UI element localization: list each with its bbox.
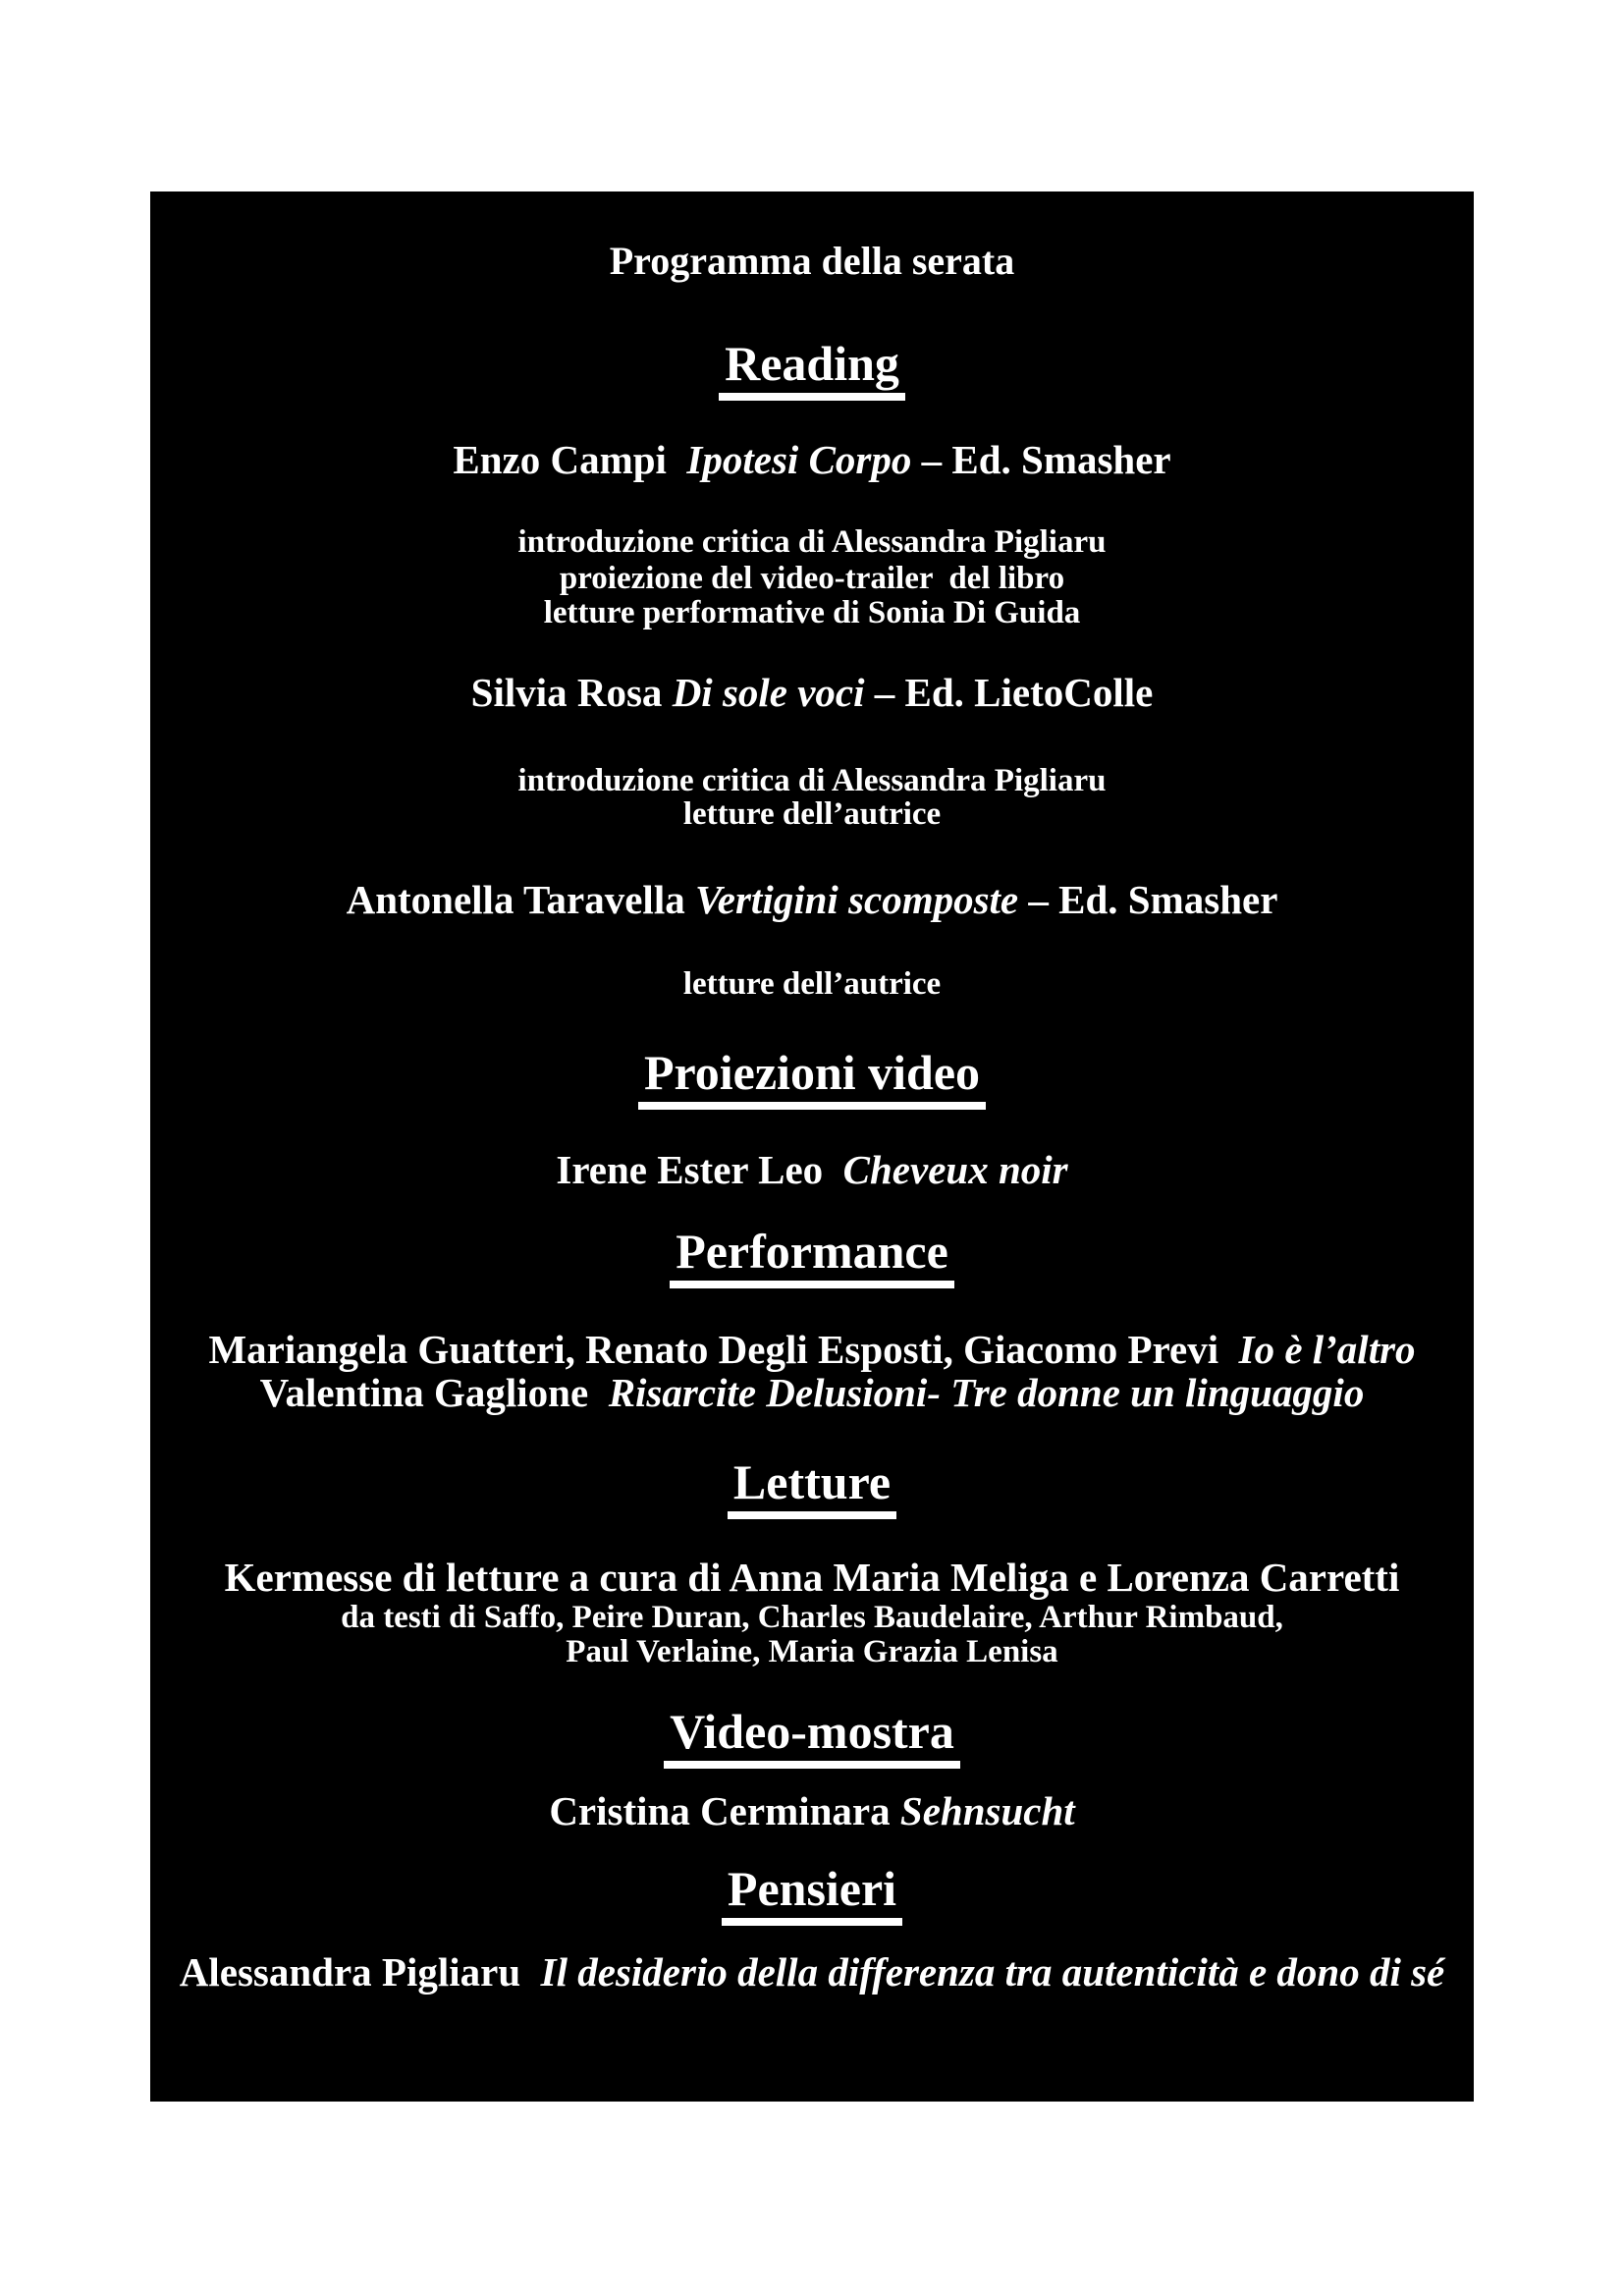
detail-enzo-proiezione: proiezione del video-trailer del libro	[559, 561, 1065, 596]
item-alessandra-pigliaru: Alessandra Pigliaru Il desiderio della differenza tra autenticità e dono di sé	[179, 1949, 1445, 1995]
program-title: Programma della serata	[609, 239, 1015, 283]
item-guatteri-esposti-previ: Mariangela Guatteri, Renato Degli Esposti, Giacomo Previ Io è l’altro	[208, 1327, 1416, 1372]
heading-proiezioni-video-text: Proiezioni video	[638, 1045, 986, 1110]
work-title-io-e-laltro: Io è l’altro	[1238, 1327, 1416, 1372]
item-cristina-cerminara: Cristina Cerminara Sehnsucht	[549, 1788, 1075, 1833]
detail-antonella-letture: letture dell’autrice	[682, 966, 942, 1002]
heading-video-mostra-text: Video-mostra	[664, 1704, 960, 1769]
detail-silvia-intro: introduzione critica di Alessandra Pigliaru	[517, 763, 1107, 798]
work-title-sehnsucht: Sehnsucht	[899, 1788, 1075, 1833]
item-antonella-taravella: Antonella Taravella Vertigini scomposte – Ed. Smasher	[346, 877, 1278, 922]
line-da-testi: da testi di Saffo, Peire Duran, Charles Baudelaire, Arthur Rimbaud,	[341, 1600, 1283, 1635]
work-title-il-desiderio-della-differenza: Il desiderio della differenza tra autenticità e dono di sé	[540, 1949, 1445, 1995]
work-title-risarcite-delusioni: Risarcite Delusioni- Tre donne un linguaggio	[608, 1370, 1365, 1415]
heading-video-mostra	[150, 1704, 1474, 1769]
heading-pensieri-text: Pensieri	[722, 1861, 902, 1926]
heading-letture-text: Letture	[728, 1454, 896, 1519]
heading-reading	[150, 336, 1474, 401]
detail-enzo-letture: letture performative di Sonia Di Guida	[543, 595, 1081, 630]
detail-silvia-letture: letture dell’autrice	[682, 796, 942, 832]
program-panel	[150, 191, 1474, 2102]
book-title-di-sole-voci: Di sole voci	[672, 670, 865, 715]
heading-performance-text: Performance	[670, 1224, 954, 1288]
heading-pensieri	[150, 1861, 1474, 1926]
line-kermesse: Kermesse di letture a cura di Anna Maria Meliga e Lorenza Carretti	[224, 1555, 1400, 1600]
book-title-ipotesi-corpo: Ipotesi Corpo	[686, 437, 912, 482]
item-valentina-gaglione: Valentina Gaglione Risarcite Delusioni- Tre donne un linguaggio	[259, 1370, 1365, 1415]
heading-performance	[150, 1224, 1474, 1288]
book-title-cheveux-noir: Cheveux noir	[842, 1147, 1068, 1192]
heading-proiezioni-video	[150, 1045, 1474, 1110]
item-silvia-rosa: Silvia Rosa Di sole voci – Ed. LietoColle	[470, 670, 1154, 715]
detail-enzo-intro: introduzione critica di Alessandra Pigliaru	[517, 524, 1107, 560]
heading-letture	[150, 1454, 1474, 1519]
book-title-vertigini-scomposte: Vertigini scomposte	[694, 877, 1019, 922]
item-irene-ester-leo: Irene Ester Leo Cheveux noir	[556, 1147, 1068, 1192]
heading-reading-text: Reading	[719, 336, 905, 401]
item-enzo-campi: Enzo Campi Ipotesi Corpo – Ed. Smasher	[453, 437, 1171, 482]
line-verlaine-lenisa: Paul Verlaine, Maria Grazia Lenisa	[566, 1634, 1058, 1669]
